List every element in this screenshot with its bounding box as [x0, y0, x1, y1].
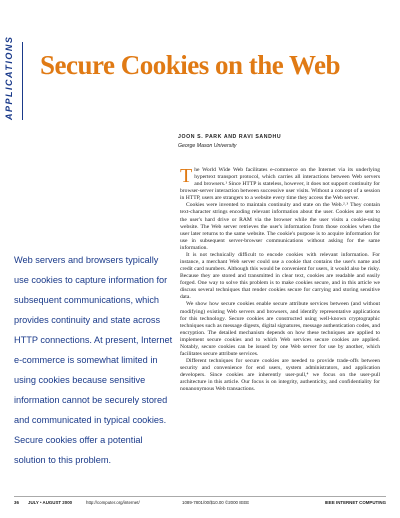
article-body	[180, 167, 380, 394]
section-rule	[22, 42, 23, 120]
drop-cap: T	[180, 165, 193, 187]
body-paragraph-4: We show how secure cookies enable secure attribute services between (and without modifying) existing Web servers and browsers, and identify representative applications for this technology. Secure cookies are constructed using well-known cryptographic techniques such as message digests, digital signatures, message authentication codes, and encryption. The detailed mechanism depends on how these techniques are applied to implement secure cookies and to which Web services secure cookies are applied. Notably, secure cookies can be issued by one Web server for use by another, which facilitates secure attribute services.	[180, 301, 380, 358]
issn-line: 1089-7801/00/$10.00 ©2000 IEEE	[182, 500, 250, 505]
pull-quote: Web servers and browsers typically use cookies to capture information for subsequent communications, which provides continuity and state across HTTP connections. At present, Internet e-commerce is somewhat limited in using cookies because sensitive information cannot be securely stored and communicated in typical cookies. Secure cookies offer a potential solution to this problem.	[14, 255, 173, 465]
issue-date: JULY • AUGUST 2000	[28, 500, 73, 505]
journal-url[interactable]: http://computer.org/internet/	[86, 500, 140, 505]
section-tab	[0, 0, 24, 150]
publication-name: IEEE INTERNET COMPUTING	[324, 500, 386, 505]
body-paragraph-1	[180, 167, 380, 202]
article-authors: JOON S. PARK AND RAVI SANDHU	[178, 134, 282, 140]
body-paragraph-2: Cookies were invented to maintain continuity and state on the Web.²˒³ They contain text-character strings encoding relevant information about the user. Cookies are sent to the user's hard drive or RAM via the browser while the user visits a cookie-using website. The Web server retrieves the user's information from those cookies when the user later returns to the same website. The cookie's purpose is to acquire information for use in subsequent server-browser communications without asking for the same information.	[180, 202, 380, 251]
body-paragraph-3: It is not technically difficult to encode cookies with relevant information. For instance, a merchant Web server could use a cookie that contains the user's name and credit card numbers. Although this would be convenient for users, it would also be risky. Because they are stored and transmitted in clear text, cookies are readable and easily forged. One way to solve this problem is to make cookies secure, and in this article we discuss several techniques that render cookies secure for carrying and storing sensitive data.	[180, 251, 380, 301]
section-label: APPLICATIONS	[4, 35, 14, 120]
page-footer	[14, 496, 386, 508]
paragraph-text: he World Wide Web facilitates e-commerce on the Internet via its underlying hypertext transport protocol, which carries all interactions between Web servers and browsers.¹ Since HTTP is stateless, however, it does not support continuity for browser-server interaction between successive user visits. Without a concept of a session in HTTP, users are strangers to a website every time they access the Web server.	[180, 167, 380, 202]
article-title: Secure Cookies on the Web	[40, 50, 341, 80]
page-number: 36	[14, 500, 19, 505]
author-affiliation: George Mason University	[178, 143, 237, 149]
body-paragraph-5: Different techniques for secure cookies are needed to provide trade-offs between security and convenience for end users, system administrators, and application developers. Since cookies are inherently user-pull,⁴ we focus on the user-pull architecture in this article. Our focus is on integrity, authenticity, and confidentiality for nonanonymous Web transactions.	[180, 358, 380, 393]
